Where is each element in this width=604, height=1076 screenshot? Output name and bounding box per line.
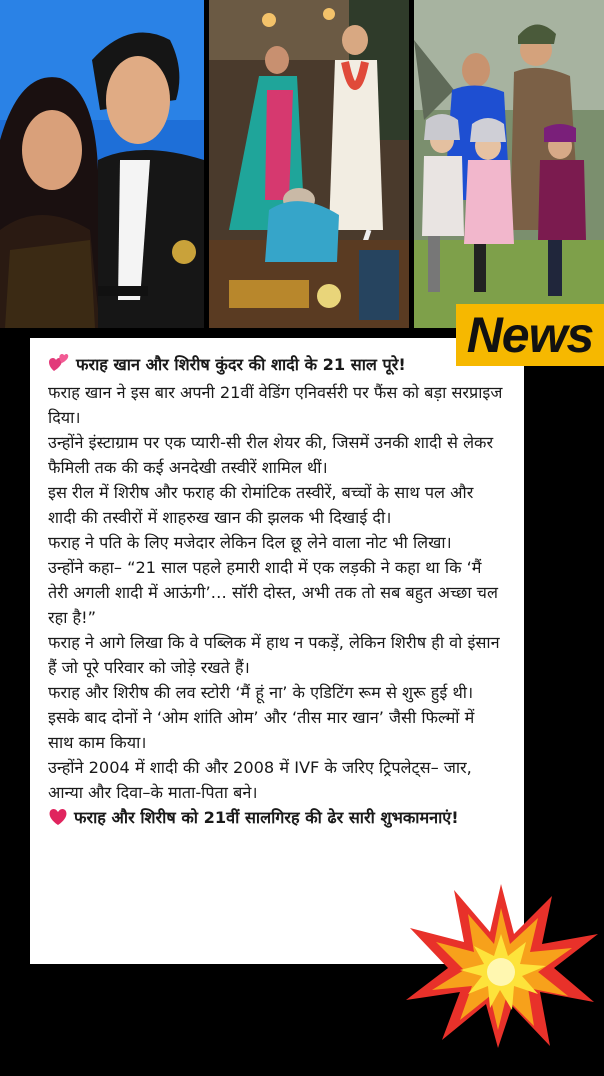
red-heart-icon: [48, 808, 68, 833]
article-paragraph: फराह ने आगे लिखा कि वे पब्लिक में हाथ न पकड़ें, लेकिन शिरीष ही वो इंसान हैं जो पूरे परिवार को जोड़े रखते हैं।: [48, 633, 500, 677]
photo-family-outdoor: [414, 0, 604, 328]
explosion-burst-icon: [402, 882, 600, 1050]
article-paragraph: उन्होंने कहा– “21 साल पहले हमारी शादी में एक लड़की ने कहा था कि ‘मैं तेरी अगली शादी में आऊंगी’… सॉरी दोस्त, अभी तक तो सब बहुत अच्छा चल रहा है!”: [48, 558, 498, 627]
article-paragraph: इसके बाद दोनों ने ‘ओम शांति ओम’ और ‘तीस मार खान’ जैसी फिल्मों में साथ काम किया।: [48, 708, 475, 752]
article-paragraph: उन्होंने इंस्टाग्राम पर एक प्यारी-सी रील शेयर की, जिसमें उनकी शादी से लेकर फैमिली तक की कई अनदेखी तस्वीरें शामिल थीं।: [48, 433, 494, 477]
photo-wedding-ceremony: [209, 0, 409, 328]
article-headline: फराह खान और शिरीष कुंदर की शादी के 21 साल पूरे!: [48, 352, 504, 380]
article-paragraph: फराह ने पति के लिए मजेदार लेकिन दिल छू लेने वाला नोट भी लिखा।: [48, 533, 452, 552]
photo-couple-portrait: [0, 0, 204, 328]
article-closing: फराह और शिरीष को 21वीं सालगिरह की ढेर सारी शुभकामनाएं!: [48, 805, 504, 833]
article-paragraph: इस रील में शिरीष और फराह की रोमांटिक तस्वीरें, बच्चों के साथ पल और शादी की तस्वीरों में शाहरुख खान की झलक भी दिखाई दी।: [48, 483, 474, 527]
article-paragraph: फराह खान ने इस बार अपनी 21वीं वेडिंग एनिवर्सरी पर फैंस को बड़ा सरप्राइज दिया।: [48, 383, 503, 427]
article-paragraph: फराह और शिरीष की लव स्टोरी ‘मैं हूं ना’ के एडिटिंग रूम से शुरू हुई थी।: [48, 683, 474, 702]
two-hearts-icon: [48, 353, 70, 380]
article-paragraph: उन्होंने 2004 में शादी की और 2008 में IVF के जरिए ट्रिपलेट्स– जार, आन्या और दिवा–के माता-पिता बने।: [48, 758, 472, 802]
news-badge: News: [456, 304, 604, 366]
article-body: [48, 352, 504, 833]
